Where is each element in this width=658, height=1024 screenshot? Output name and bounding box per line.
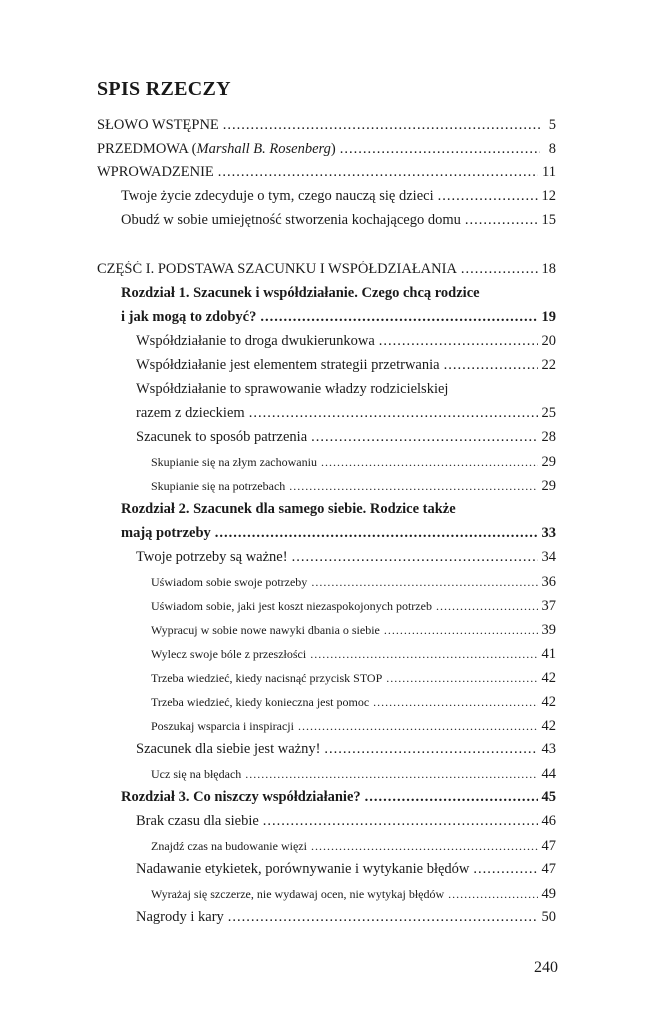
- dot-leader: [448, 887, 537, 902]
- toc-entry-text-part: ): [330, 141, 336, 157]
- toc-page-number: 22: [541, 357, 556, 373]
- toc-entry[interactable]: [0, 694, 658, 711]
- toc-entry-text: Szacunek dla siebie jest ważny!: [136, 741, 321, 757]
- toc-entry-text: Trzeba wiedzieć, kiedy nacisnąć przycisk STOP: [151, 671, 383, 685]
- dot-leader: [379, 333, 538, 350]
- toc-page-number: 45: [541, 789, 556, 805]
- dot-leader: [245, 767, 537, 782]
- toc-entry-author: Marshall B. Rosenberg: [196, 141, 331, 157]
- dot-leader: [263, 813, 538, 830]
- toc-page-number: 12: [541, 188, 556, 204]
- dot-leader: [298, 719, 538, 734]
- toc-entry[interactable]: [0, 766, 658, 783]
- toc-page-number: 34: [541, 549, 556, 565]
- toc-entry[interactable]: [0, 622, 658, 639]
- toc-entry[interactable]: [0, 718, 658, 735]
- toc-entry-text: Współdziałanie jest elementem strategii przetrwania: [136, 357, 440, 373]
- toc-entry-text: Współdziałanie to droga dwukierunkowa: [136, 333, 375, 349]
- toc-page-number: 33: [541, 525, 556, 541]
- toc-entry-text: Wyrażaj się szczerze, nie wydawaj ocen, nie wytykaj błędów: [151, 887, 445, 901]
- toc-page-number: 37: [541, 598, 556, 614]
- dot-leader: [340, 141, 540, 158]
- toc-entry[interactable]: [0, 501, 658, 518]
- dot-leader: [386, 671, 537, 686]
- toc-entry-text: Skupianie się na potrzebach: [151, 479, 286, 493]
- toc-entry[interactable]: [0, 670, 658, 687]
- toc-entry-text: Znajdź czas na budowanie więzi: [151, 839, 307, 853]
- toc-entry[interactable]: [0, 261, 658, 278]
- toc-entry[interactable]: [0, 789, 658, 806]
- dot-leader: [321, 455, 538, 470]
- toc-entry[interactable]: [0, 454, 658, 471]
- toc-page-number: 50: [541, 909, 556, 925]
- toc-entry-text: Rozdział 3. Co niszczy współdziałanie?: [121, 789, 361, 805]
- toc-entry-text: Nadawanie etykietek, porównywanie i wytykanie błędów: [136, 861, 470, 877]
- toc-entry[interactable]: [0, 838, 658, 855]
- dot-leader: [310, 647, 537, 662]
- toc-entry-text: Trzeba wiedzieć, kiedy konieczna jest pomoc: [151, 695, 370, 709]
- toc-page-number: 8: [548, 141, 556, 157]
- dot-leader: [384, 623, 538, 638]
- toc-entry[interactable]: [0, 813, 658, 830]
- toc-entry[interactable]: [0, 598, 658, 615]
- toc-entry-text: Uświadom sobie, jaki jest koszt niezaspokojonych potrzeb: [151, 599, 432, 613]
- toc-page-number: 20: [541, 333, 556, 349]
- toc-entry-text: Szacunek to sposób patrzenia: [136, 429, 308, 445]
- dot-leader: [249, 405, 538, 422]
- toc-page-number: 47: [541, 838, 556, 854]
- page-title: SPIS RZECZY: [97, 78, 231, 100]
- dot-leader: [292, 549, 538, 566]
- toc-entry[interactable]: [0, 164, 658, 181]
- dot-leader: [324, 741, 537, 758]
- toc-entry-text: Współdziałanie to sprawowanie władzy rodzicielskiej: [136, 381, 449, 397]
- toc-page-number: 36: [541, 574, 556, 590]
- toc-page-number: 5: [548, 117, 556, 133]
- toc-page-number: 39: [541, 622, 556, 638]
- toc-entry[interactable]: [0, 861, 658, 878]
- page-number: 240: [534, 959, 558, 976]
- toc-entry-text: Poszukaj wsparcia i inspiracji: [151, 719, 294, 733]
- toc-entry-text: Wypracuj w sobie nowe nawyki dbania o siebie: [151, 623, 380, 637]
- toc-entry[interactable]: [0, 646, 658, 663]
- dot-leader: [311, 429, 537, 446]
- dot-leader: [311, 839, 538, 854]
- dot-leader: [218, 164, 538, 181]
- dot-leader: [465, 212, 538, 229]
- dot-leader: [228, 909, 538, 926]
- toc-entry[interactable]: [0, 909, 658, 926]
- toc-page-number: 46: [541, 813, 556, 829]
- dot-leader: [373, 695, 537, 710]
- dot-leader: [473, 861, 537, 878]
- toc-entry[interactable]: [0, 309, 658, 326]
- toc-entry-text: Twoje życie zdecyduje o tym, czego nauczą się dzieci: [121, 188, 434, 204]
- toc-entry[interactable]: [0, 405, 658, 422]
- toc-page-number: 41: [541, 646, 556, 662]
- toc-entry-text: Twoje potrzeby są ważne!: [136, 549, 288, 565]
- toc-entry-text: Rozdział 1. Szacunek i współdziałanie. Czego chcą rodzice: [121, 285, 480, 301]
- toc-page-number: 29: [541, 478, 556, 494]
- toc-entry-text: Ucz się na błędach: [151, 767, 242, 781]
- toc-entry[interactable]: [0, 574, 658, 591]
- toc-page-number: 49: [541, 886, 556, 902]
- toc-entry-text: Rozdział 2. Szacunek dla samego siebie. Rodzice także: [121, 501, 456, 517]
- toc-page-number: 18: [541, 261, 556, 277]
- toc-entry-text: Nagrody i kary: [136, 909, 224, 925]
- toc-entry-text: CZĘŚĆ I. PODSTAWA SZACUNKU I WSPÓŁDZIAŁANIA: [97, 261, 457, 277]
- toc-entry-text: Uświadom sobie swoje potrzeby: [151, 575, 308, 589]
- toc-page-number: 25: [541, 405, 556, 421]
- dot-leader: [438, 188, 538, 205]
- toc-page-number: 42: [541, 694, 556, 710]
- toc-page-number: 47: [541, 861, 556, 877]
- dot-leader: [223, 117, 540, 134]
- dot-leader: [289, 479, 537, 494]
- dot-leader: [461, 261, 538, 278]
- toc-entry[interactable]: [0, 188, 658, 205]
- toc-page-number: 42: [541, 718, 556, 734]
- toc-entry[interactable]: [0, 478, 658, 495]
- toc-page-number: 42: [541, 670, 556, 686]
- toc-entry-text: i jak mogą to zdobyć?: [121, 309, 257, 325]
- toc-entry-text: mają potrzeby: [121, 525, 211, 541]
- toc-entry-text: Skupianie się na złym zachowaniu: [151, 455, 317, 469]
- toc-entry[interactable]: [0, 357, 658, 374]
- toc-entry-text: [97, 141, 336, 158]
- toc-page-number: 28: [541, 429, 556, 445]
- dot-leader: [260, 309, 537, 326]
- toc-entry[interactable]: [0, 429, 658, 446]
- toc-entry[interactable]: [0, 549, 658, 566]
- toc-page-number: 29: [541, 454, 556, 470]
- toc-entry[interactable]: [0, 381, 658, 398]
- toc-entry-text: Wylecz swoje bóle z przeszłości: [151, 647, 307, 661]
- toc-page-number: 11: [542, 164, 556, 180]
- toc-entry-text: WPROWADZENIE: [97, 164, 214, 180]
- toc-entry[interactable]: [0, 141, 658, 158]
- dot-leader: [365, 789, 538, 806]
- toc-entry[interactable]: [0, 886, 658, 903]
- toc-entry[interactable]: [0, 333, 658, 350]
- toc-entry[interactable]: [0, 285, 658, 302]
- toc-entry[interactable]: [0, 741, 658, 758]
- toc-entry-text: razem z dzieckiem: [136, 405, 245, 421]
- toc-entry[interactable]: [0, 212, 658, 229]
- toc-entry-text: Brak czasu dla siebie: [136, 813, 259, 829]
- toc-page-number: 19: [541, 309, 556, 325]
- toc-entry-text-part: PRZEDMOWA (: [97, 141, 197, 157]
- toc-entry-text: SŁOWO WSTĘPNE: [97, 117, 219, 133]
- dot-leader: [215, 525, 538, 542]
- toc-page-number: 43: [541, 741, 556, 757]
- toc-entry[interactable]: [0, 117, 658, 134]
- toc-page-number: 15: [541, 212, 556, 228]
- toc-entry[interactable]: [0, 525, 658, 542]
- dot-leader: [436, 599, 538, 614]
- toc-page-number: 44: [541, 766, 556, 782]
- dot-leader: [444, 357, 538, 374]
- dot-leader: [311, 575, 537, 590]
- toc-entry-text: Obudź w sobie umiejętność stworzenia kochającego domu: [121, 212, 461, 228]
